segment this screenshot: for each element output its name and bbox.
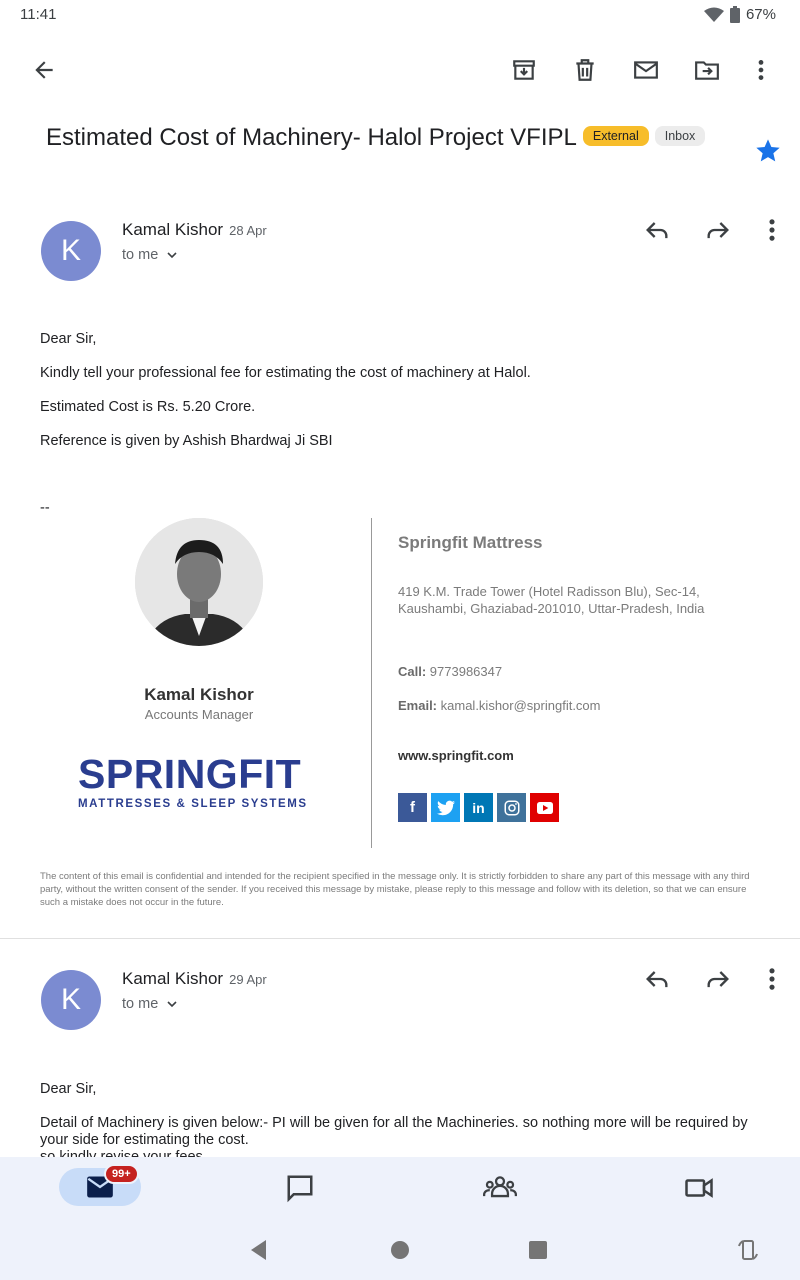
signature-role: Accounts Manager	[144, 707, 254, 722]
message-header	[122, 969, 267, 989]
message-date: 29 Apr	[229, 972, 267, 987]
system-back-button[interactable]	[247, 1238, 271, 1267]
chat-icon	[285, 1173, 315, 1203]
signature-website[interactable]: www.springfit.com	[398, 748, 514, 763]
star-icon	[754, 137, 782, 165]
email-disclaimer: The content of this email is confidential and intended for the recipient specified in the message only. It is strictly forbidden to share any part of this message with any third party, without the written consent of the sender. If you received this message by mistake, please reply to this message and follow with its deletion, so that we can ensure such a mistake does not occur in the future.	[40, 871, 750, 908]
forward-icon	[704, 965, 732, 993]
call-label: Call:	[398, 664, 427, 679]
back-button[interactable]	[24, 50, 64, 90]
message-more-button[interactable]	[758, 965, 786, 998]
chevron-down-icon	[164, 247, 180, 263]
body-line: Estimated Cost is Rs. 5.20 Crore.	[40, 399, 256, 415]
facebook-icon[interactable]: f	[398, 793, 427, 822]
body-line: Reference is given by Ashish Bhardwaj Ji SBI	[40, 433, 333, 449]
nav-chat[interactable]	[285, 1173, 315, 1208]
signature-address: 419 K.M. Trade Tower (Hotel Radisson Blu), Sec-14, Kaushambi, Ghaziabad-201010, Uttar-Pradesh, India	[398, 584, 705, 616]
system-recents-button[interactable]	[526, 1238, 550, 1267]
archive-icon	[511, 57, 537, 83]
triangle-back-icon	[247, 1238, 271, 1262]
message-more-button[interactable]	[758, 216, 786, 249]
body-line: Kindly tell your professional fee for estimating the cost of machinery at Halol.	[40, 365, 531, 381]
instagram-icon[interactable]	[497, 793, 526, 822]
arrow-back-icon	[31, 57, 57, 83]
nav-spaces[interactable]	[483, 1172, 517, 1207]
sender-name: Kamal Kishor	[122, 220, 224, 239]
person-portrait-icon	[135, 518, 263, 646]
spaces-icon	[483, 1172, 517, 1202]
body-line: Dear Sir,	[40, 1081, 97, 1097]
email-label: Email:	[398, 698, 438, 713]
signature-photo	[135, 518, 263, 646]
twitter-bird-icon	[437, 800, 455, 816]
sender-avatar[interactable]: K	[41, 221, 101, 281]
logo-tagline: MATTRESSES & SLEEP SYSTEMS	[78, 798, 308, 810]
more-vert-icon	[748, 57, 774, 83]
forward-button[interactable]	[704, 965, 732, 998]
mail-badge: 99+	[104, 1164, 139, 1184]
status-time: 11:41	[20, 6, 57, 23]
body-line: Detail of Machinery is given below:- PI will be given for all the Machineries. so nothing more will be required by your side for estimating the cost.	[40, 1115, 748, 1148]
signature-company: Springfit Mattress	[398, 533, 543, 552]
signature-email	[398, 698, 601, 713]
forward-icon	[704, 216, 732, 244]
square-recents-icon	[526, 1238, 550, 1262]
youtube-icon[interactable]	[530, 793, 559, 822]
subject-text: Estimated Cost of Machinery- Halol Project VFIPL	[46, 124, 577, 151]
youtube-play-icon	[537, 802, 553, 814]
meet-icon	[684, 1173, 714, 1203]
thread-subject	[46, 124, 705, 152]
signature-separator: --	[40, 500, 50, 516]
twitter-icon[interactable]	[431, 793, 460, 822]
label-external[interactable]: External	[583, 126, 649, 146]
social-links	[398, 793, 559, 822]
delete-button[interactable]	[565, 50, 605, 90]
label-inbox[interactable]: Inbox	[655, 126, 706, 146]
company-logo	[78, 752, 323, 810]
more-vert-icon	[758, 965, 786, 993]
signature-name: Kamal Kishor	[144, 685, 254, 704]
call-value[interactable]: 9773986347	[429, 664, 503, 679]
recipient-text: to me	[122, 996, 159, 1012]
email-value[interactable]: kamal.kishor@springfit.com	[440, 698, 601, 713]
message-header	[122, 220, 267, 240]
reply-icon	[643, 965, 671, 993]
nav-meet[interactable]	[684, 1173, 714, 1208]
mark-unread-button[interactable]	[626, 50, 666, 90]
sender-name: Kamal Kishor	[122, 969, 224, 988]
recipient-text: to me	[122, 247, 159, 263]
battery-percent: 67%	[745, 6, 776, 23]
forward-button[interactable]	[704, 216, 732, 249]
reply-button[interactable]	[643, 216, 671, 249]
sender-avatar[interactable]: K	[41, 970, 101, 1030]
move-button[interactable]	[687, 50, 727, 90]
reply-button[interactable]	[643, 965, 671, 998]
trash-icon	[572, 57, 598, 83]
rotate-button[interactable]	[736, 1238, 760, 1267]
reply-icon	[643, 216, 671, 244]
status-indicators	[704, 6, 776, 23]
message-date: 28 Apr	[229, 223, 267, 238]
instagram-camera-icon	[503, 799, 521, 817]
battery-icon	[730, 6, 740, 23]
signature-divider	[371, 518, 372, 848]
star-button[interactable]	[754, 137, 782, 170]
recipient-toggle[interactable]	[122, 996, 180, 1012]
signature-call	[398, 664, 502, 679]
move-to-folder-icon	[694, 57, 720, 83]
message-divider	[0, 938, 800, 939]
mail-icon	[633, 57, 659, 83]
system-home-button[interactable]	[388, 1238, 412, 1267]
more-vert-icon	[758, 216, 786, 244]
linkedin-icon[interactable]: in	[464, 793, 493, 822]
body-line: Dear Sir,	[40, 331, 97, 347]
wifi-icon	[704, 7, 724, 23]
logo-main-text: SPRINGFIT	[78, 751, 302, 797]
more-options-button[interactable]	[741, 50, 781, 90]
circle-home-icon	[388, 1238, 412, 1262]
chevron-down-icon	[164, 996, 180, 1012]
archive-button[interactable]	[504, 50, 544, 90]
rotate-icon	[736, 1238, 760, 1262]
recipient-toggle[interactable]	[122, 247, 180, 263]
